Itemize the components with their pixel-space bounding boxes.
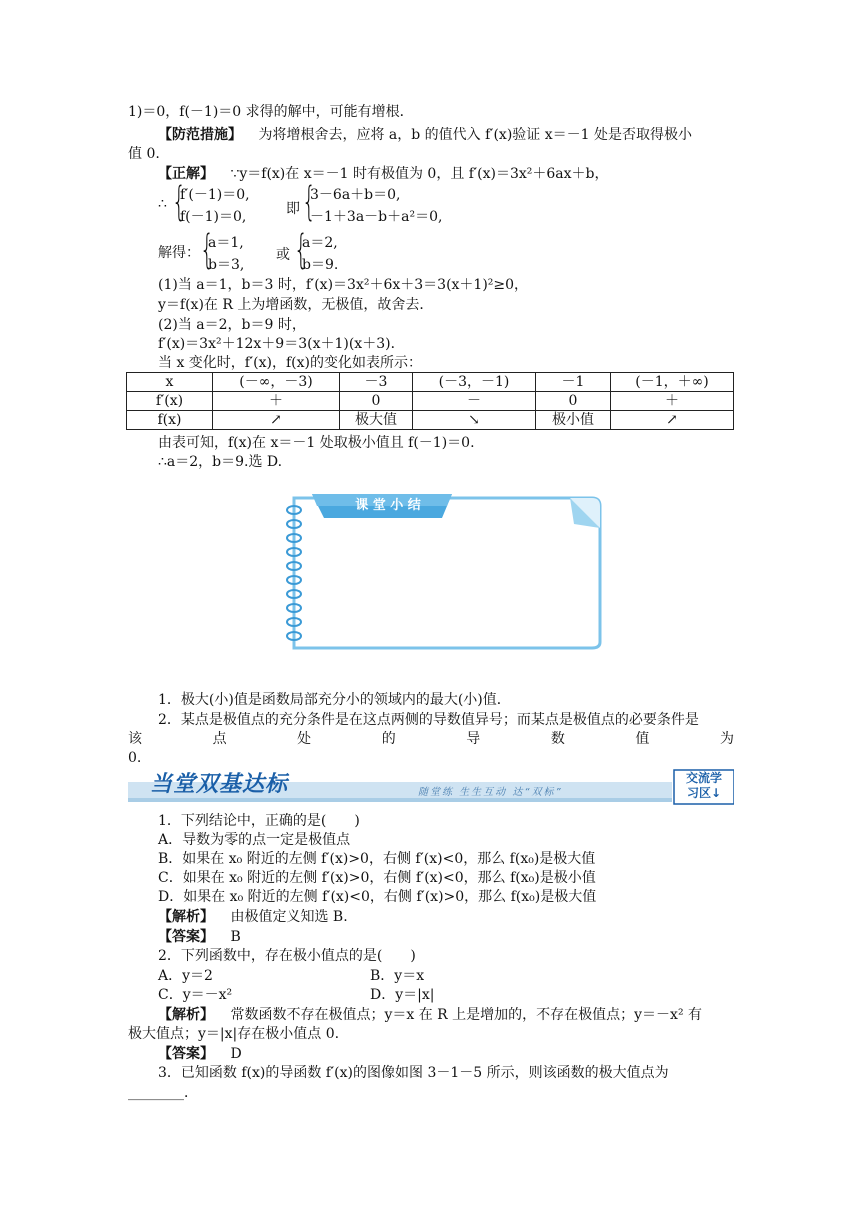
solution-system [158,227,398,274]
word: 处 [297,731,312,747]
table-cell: －1 [536,373,611,392]
ji-word: 即 [286,201,300,217]
text-line: y＝f(x)在 R 上为增函数，无极值，故舍去． [158,297,434,313]
text-line: 由表可知，f(x)在 x＝－1 处取极小值且 f(－1)＝0. [158,435,475,451]
analysis-label: 【解析】 [158,909,214,925]
equation: b＝3, [208,257,245,273]
therefore-symbol: ∴ [158,196,167,212]
option: D．y＝|x| [370,987,435,1003]
exchange-button[interactable] [674,771,734,801]
analysis-line [158,1006,702,1025]
exchange-button-line: 交流学 [685,771,722,785]
table-cell: 极大值 [340,411,413,430]
answer-blank: ________． [128,1085,198,1101]
table-cell: ↗ [213,411,340,430]
answer-line [158,928,241,947]
question: 2．下列函数中，存在极小值点的是( ) [158,948,416,964]
left-brace: { [302,179,316,225]
question: 3．已知函数 f(x)的导函数 f′(x)的图像如图 3－1－5 所示，则该函数的极大值点为 [158,1065,669,1081]
text-line: ∴a＝2，b＝9.选 D. [158,454,283,470]
table-cell: － [413,392,536,411]
equation: －1＋3a－b＋a²＝0, [310,209,443,225]
table-cell: (－∞，－3) [213,373,340,392]
equation: a＝1, [208,235,244,251]
table-row [127,411,734,430]
equation-system [158,179,498,226]
zhengjie-label: 【正解】 [158,166,214,182]
table-row [127,373,734,392]
table-cell: f′(x) [127,392,213,411]
jiede-word: 解得： [158,245,200,261]
summary-card [284,492,606,652]
notebook-graphic [284,492,606,652]
option: D．如果在 x₀ 附近的左侧 f′(x)<0，右侧 f′(x)>0，那么 f(x₀)是极大值 [158,889,597,905]
exchange-button-line-2: 习区↓ [686,786,722,800]
equation: f′(－1)＝0, [180,187,250,203]
table-cell: －3 [340,373,413,392]
summary-point: 2．某点是极值点的充分条件是在这点两侧的导数值异号；而某点是极值点的必要条件是 [158,712,699,728]
text-line: f′(x)＝3x²＋12x＋9＝3(x＋1)(x＋3)． [158,336,405,352]
question: 1．下列结论中，正确的是( ) [158,813,360,829]
text-line: 0. [128,750,142,766]
fangfan-text: 为将增根舍去，应将 a，b 的值代入 f′(x)验证 x＝－1 处是否取得极小 [258,127,692,143]
table-cell: 极小值 [536,411,611,430]
word: 的 [381,731,396,747]
banner-title: 当堂双基达标 [150,771,289,797]
text-line: 极大值点；y＝|x|存在极小值点 0. [128,1026,340,1042]
justified-line [128,730,734,749]
zhengjie-text: ∵y＝f(x)在 x＝－1 时有极值为 0，且 f′(x)＝3x²＋6ax＋b， [230,166,609,182]
option: A．y＝2 [158,968,213,984]
left-brace: { [172,179,186,225]
equation: 3－6a＋b＝0, [310,187,401,203]
table-cell: (－3，－1) [413,373,536,392]
analysis-text: 由极值定义知选 B. [230,909,348,925]
banner-slogan: 随堂练 生生互动 达“双标” [418,787,563,798]
answer-text: B [230,929,241,945]
left-brace: { [200,227,214,273]
answer-line [158,1045,242,1064]
equation: f(－1)＝0, [180,209,247,225]
option: C．如果在 x₀ 附近的左侧 f′(x)>0，右侧 f′(x)<0，那么 f(x₀)是极小值 [158,870,596,886]
answer-label: 【答案】 [158,1046,214,1062]
word: 导 [466,731,481,747]
option: C．y＝－x² [158,987,233,1003]
table-cell: 0 [340,392,413,411]
table-cell: 0 [536,392,611,411]
table-cell: ＋ [213,392,340,411]
table-cell: ↗ [611,411,734,430]
table-cell: ↘ [413,411,536,430]
table-row [127,392,734,411]
summary-point: 1．极大(小)值是函数局部充分小的领域内的最大(小)值． [158,692,511,708]
text-line: 当 x 变化时，f′(x)，f(x)的变化如表所示： [158,355,422,371]
summary-card-title: 课 堂 小 结 [355,498,421,513]
section-banner [128,768,734,806]
option: B．如果在 x₀ 附近的左侧 f′(x)>0，右侧 f′(x)<0，那么 f(x₀)是极大值 [158,851,596,867]
left-brace: { [294,227,308,273]
equation: a＝2, [302,235,338,251]
word: 值 [635,731,650,747]
zhengjie-line [158,165,609,184]
text-line: (1)当 a＝1，b＝3 时，f′(x)＝3x²＋6x＋3＝3(x＋1)²≥0， [158,277,529,293]
table-cell: x [127,373,213,392]
huo-word: 或 [276,247,290,263]
word: 数 [550,731,565,747]
arrow-down-icon: ↓ [710,786,722,800]
text-line: (2)当 a＝2，b＝9 时， [158,317,306,333]
analysis-text: 常数函数不存在极值点；y＝x 在 R 上是增加的，不存在极值点；y＝－x² 有 [230,1007,703,1023]
answer-label: 【答案】 [158,929,214,945]
table-cell: ＋ [611,392,734,411]
word: 点 [212,731,227,747]
text-line: 值 0. [128,146,160,162]
word: 该 [128,731,142,747]
text-line: 1)＝0，f(－1)＝0 求得的解中，可能有增根． [128,104,414,120]
fangfan-line [158,126,692,145]
fangfan-label: 【防范措施】 [158,127,242,143]
variation-table [126,372,734,430]
word: 为 [719,731,734,747]
equation: b＝9. [302,257,339,273]
option: A．导数为零的点一定是极值点 [158,832,351,848]
table-cell: f(x) [127,411,213,430]
answer-text: D [230,1046,242,1062]
table-cell: (－1，＋∞) [611,373,734,392]
option: B．y＝x [370,968,425,984]
analysis-line [158,908,348,927]
analysis-label: 【解析】 [158,1007,214,1023]
